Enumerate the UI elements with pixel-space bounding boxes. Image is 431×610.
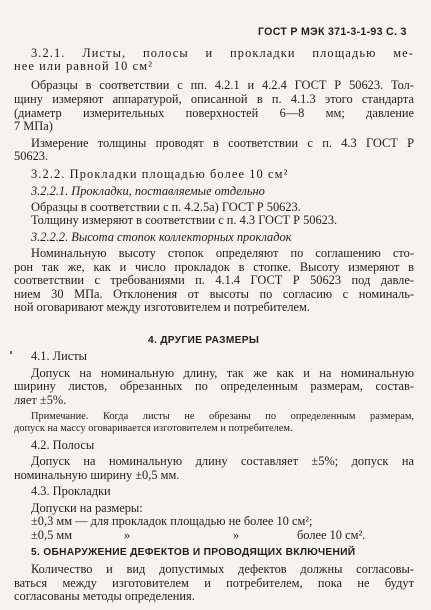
body-line: щину измеряют аппаратурой, описанной в п. 4.1.3 этого стандарта bbox=[14, 92, 414, 106]
body-line: Образцы в соответствии с пп. 4.2.1 и 4.2.4 ГОСТ Р 50623. Тол- bbox=[31, 78, 414, 93]
clause-4-1-heading: 4.1. Листы bbox=[31, 349, 87, 364]
section-5-heading: 5. ОБНАРУЖЕНИЕ ДЕФЕКТОВ И ПРОВОДЯЩИХ ВКЛЮЧЕНИЙ bbox=[31, 546, 356, 558]
clause-3-2-1-heading: 3.2.1. Листы, полосы и прокладки площадью ме- bbox=[31, 45, 414, 60]
note-line: допуск на массу оговаривается изготовителем и потребителем. bbox=[14, 422, 293, 434]
body-line: ной оговаривают между изготовителем и потребителем. bbox=[14, 300, 310, 315]
tolerance-tail: более 10 см². bbox=[297, 527, 366, 542]
ditto-mark: » bbox=[233, 527, 240, 542]
clause-4-2-heading: 4.2. Полосы bbox=[31, 438, 95, 452]
body-line: Допуск на номинальную длину составляет ±5%; допуск на bbox=[31, 454, 414, 469]
clause-4-3-heading: 4.3. Прокладки bbox=[31, 484, 111, 499]
body-line: ваться между изготовителем и потребителем, пока не будут bbox=[14, 575, 414, 590]
body-line: Толщину измеряют в соответствии с п. 4.3 ГОСТ Р 50623. bbox=[31, 213, 338, 228]
body-line: Образцы в соответствии с п. 4.2.5а) ГОСТ Р 50623. bbox=[31, 199, 301, 214]
bullet-mark bbox=[10, 351, 12, 354]
clause-3-2-2-heading: 3.2.2. Прокладки площадью более 10 см² bbox=[31, 167, 289, 182]
clause-3-2-1-heading-cont: нее или равной 10 см² bbox=[14, 59, 154, 74]
body-line: нием 30 МПа. Отклонения от высоты по согласию с номиналь- bbox=[14, 286, 414, 301]
body-line: Допуск на номинальную длину, так же как и на номинальную bbox=[31, 365, 414, 380]
clause-3-2-2-2-heading: 3.2.2.2. Высота стопок коллекторных прокладок bbox=[31, 229, 292, 244]
tolerance-value: ±0,5 мм bbox=[31, 527, 73, 542]
body-line: согласованы методы определения. bbox=[14, 589, 195, 604]
page-header: ГОСТ Р МЭК 371-3-1-93 С. 3 bbox=[258, 26, 407, 38]
section-4-heading: 4. ДРУГИЕ РАЗМЕРЫ bbox=[148, 334, 260, 346]
body-line: Номинальную высоту стопок определяют по соглашению сто- bbox=[31, 246, 414, 260]
ditto-mark: » bbox=[124, 527, 131, 542]
body-line: Измерение толщины проводят в соответствии с п. 4.3 ГОСТ Р bbox=[31, 135, 414, 150]
body-line: соответствии с требованиями п. 4.1.4 ГОСТ Р 50623 под давле- bbox=[14, 273, 414, 288]
body-line: ляет ±5%. bbox=[14, 392, 67, 407]
body-line: (диаметр измерительных поверхностей 6—8 мм; давление bbox=[14, 105, 414, 120]
body-line: 50623. bbox=[14, 149, 49, 164]
body-line: номинальную ширину ±0,5 мм. bbox=[14, 467, 180, 482]
note-line: Примечание. Когда листы не обрезаны по определенным размерам, bbox=[31, 410, 414, 422]
body-line: ширину листов, обрезанных по определенным размерам, состав- bbox=[14, 379, 414, 394]
body-line: 7 МПа) bbox=[14, 119, 53, 134]
clause-3-2-2-1-heading: 3.2.2.1. Прокладки, поставляемые отдельно bbox=[31, 183, 265, 198]
body-line: Допуски на размеры: bbox=[31, 500, 143, 515]
body-line: рон так же, как и число прокладок в стопке. Высоту измеряют в bbox=[14, 259, 414, 274]
body-line: Количество и вид допустимых дефектов должны согласовы- bbox=[31, 562, 414, 577]
tolerance-line: ±0,3 мм — для прокладок площадью не более 10 см²; bbox=[31, 514, 313, 529]
